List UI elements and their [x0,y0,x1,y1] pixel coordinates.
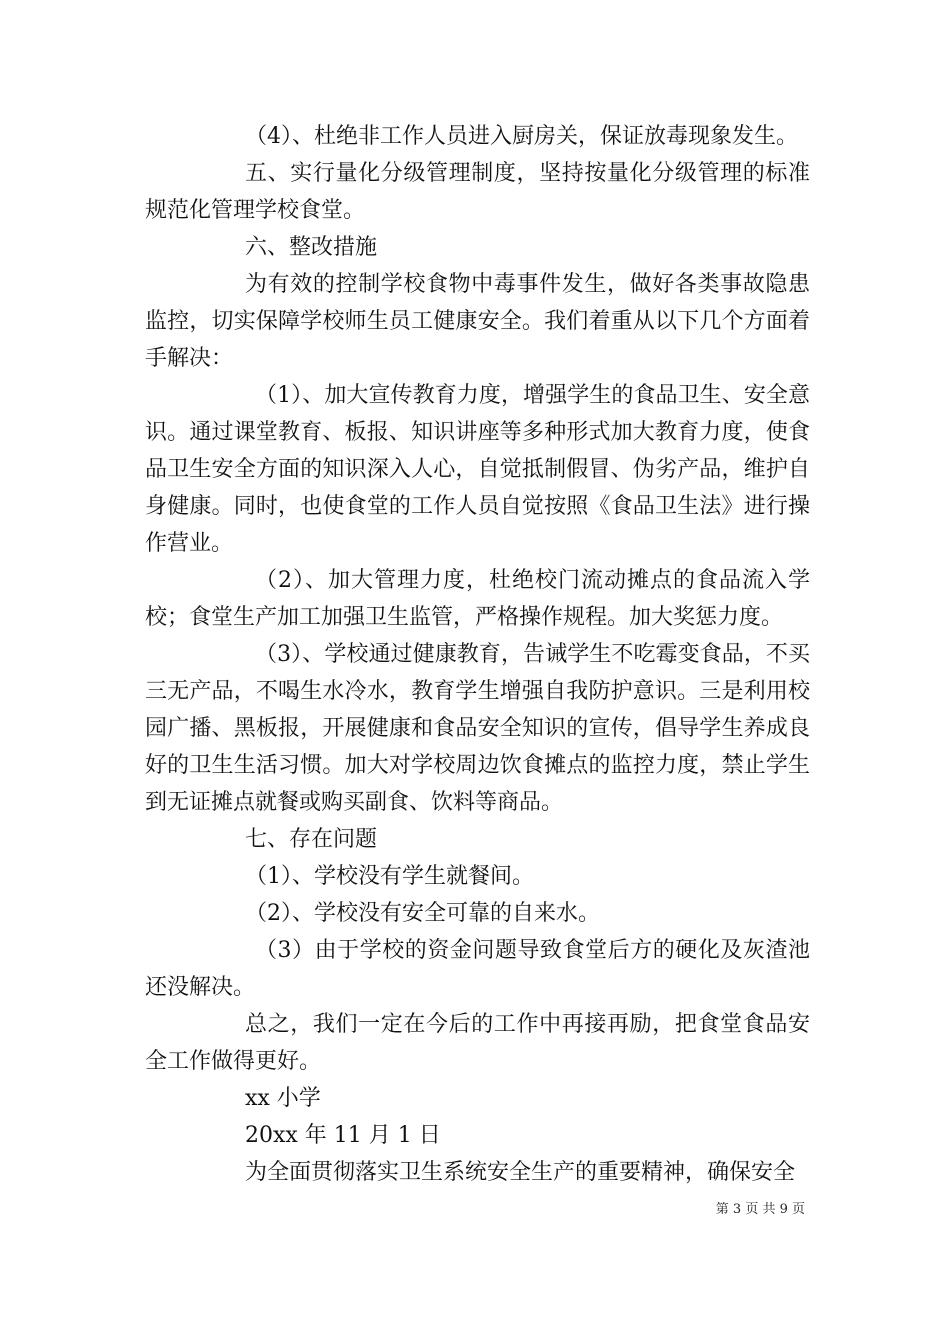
problem-item-1: （1）、学校没有学生就餐间。 [245,864,534,889]
section-six-heading: 六、整改措施 [245,235,378,260]
problem-item-2: （2）、学校没有安全可靠的自来水。 [245,901,600,926]
next-document-opening: 为全面贯彻落实卫生系统安全生产的重要精神，确保安全 [245,1160,796,1185]
rectification-item-3: （3）、学校通过健康教育，告诫学生不吃霉变食品，不买三无产品，不喝生水冷水，教育学生增强自我防护意识。三是利用校园广播、黑板报，开展健康和食品安全知识的宣传，倡导学生养成良好的卫生生活习惯。加大对学校周边饮食摊点的监控力度，禁止学生到无证摊点就餐或购买副食、饮料等商品。 [145,642,810,815]
document-body [145,118,810,1191]
problem-item-3: （3）由于学校的资金问题导致食堂后方的硬化及灰渣池还没解决。 [145,938,810,1000]
rectification-item-2: （2）、加大管理力度，杜绝校门流动摊点的食品流入学校；食堂生产加工加强卫生监管，严格操作规程。加大奖惩力度。 [145,568,810,630]
conclusion-paragraph: 总之，我们一定在今后的工作中再接再励，把食堂食品安全工作做得更好。 [145,1012,810,1074]
signature-school: xx 小学 [245,1086,321,1111]
page-number-footer: 第 3 页 共 9 页 [715,1202,805,1217]
rectification-item-1: （1）、加大宣传教育力度，增强学生的食品卫生、安全意识。通过课堂教育、板报、知识讲座等多种形式加大教育力度，使食品卫生安全方面的知识深入人心，自觉抵制假冒、伪劣产品，维护自身健康。同时，也使食堂的工作人员自觉按照《食品卫生法》进行操作营业。 [145,383,810,556]
section-seven-heading: 七、存在问题 [245,827,378,852]
rectification-intro-paragraph: 为有效的控制学校食物中毒事件发生，做好各类事故隐患监控，切实保障学校师生员工健康安全。我们着重从以下几个方面着手解决： [145,272,810,371]
measure-item-4: （4）、杜绝非工作人员进入厨房关，保证放毒现象发生。 [245,124,798,149]
signature-date: 20xx 年 11 月 1 日 [245,1123,441,1148]
section-five-paragraph: 五、实行量化分级管理制度，坚持按量化分级管理的标准规范化管理学校食堂。 [145,161,810,223]
